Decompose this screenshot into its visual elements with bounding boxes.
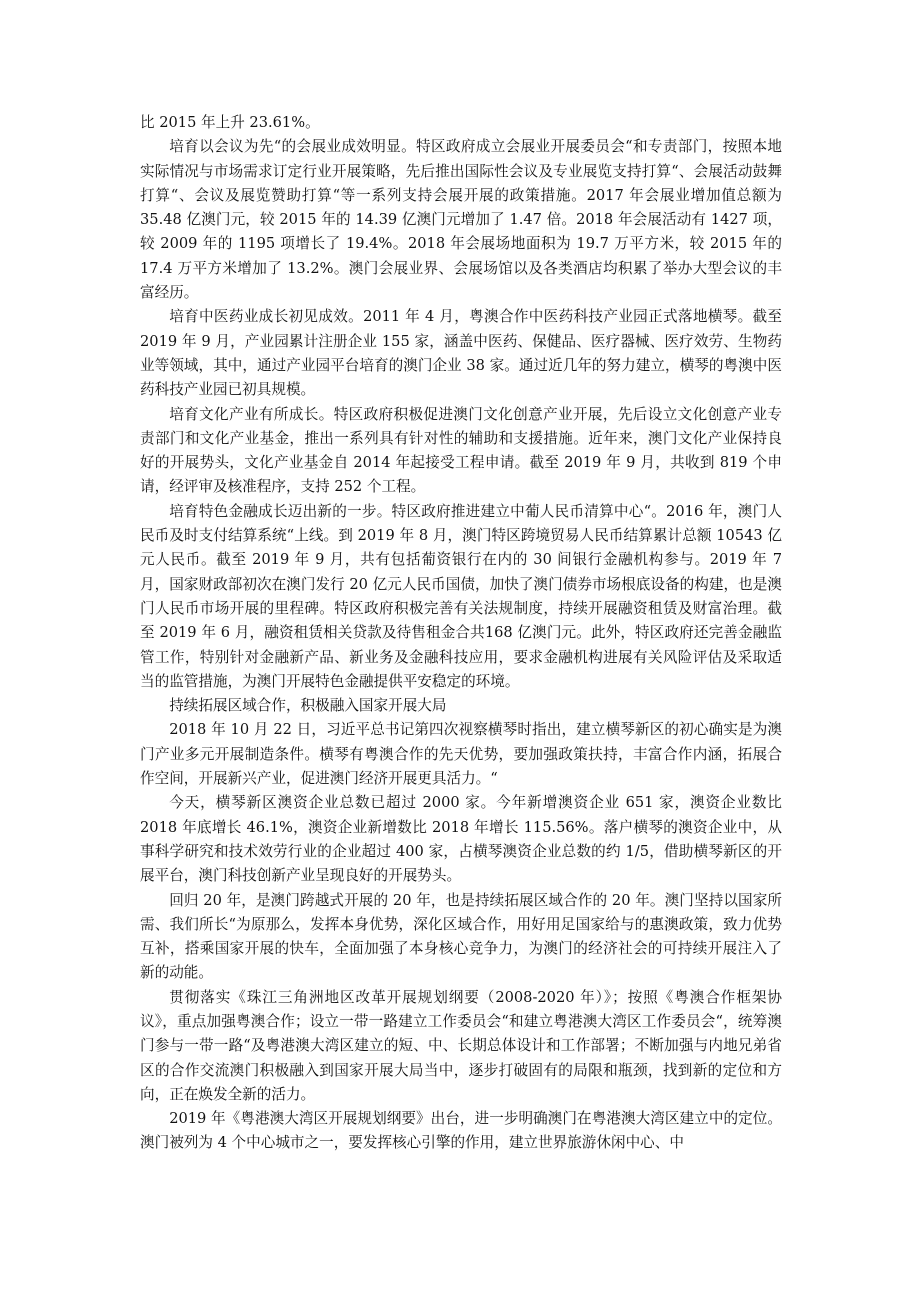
paragraph-1: 比 2015 年上升 23.61%。 — [140, 114, 320, 131]
paragraph-9: 回归 20 年，是澳门跨越式开展的 20 年，也是持续拓展区域合作的 20 年。澳门坚持以国家所需、我们所长“为原那么，发挥本身优势，深化区域合作，用好用足国家给与的惠澳政策，致力优势互补，搭乘国家开展的快车，全面加强了本身核心竞争力，为澳门的经济社会的可持续开展注入了新的动能。 — [140, 891, 782, 982]
paragraph-10: 贯彻落实《珠江三角洲地区改革开展规划纲要（2008-2020 年）》；按照《粤澳合作框架协议》，重点加强粤澳合作；设立一带一路建立工作委员会“和建立粤港澳大湾区工作委员会“，统筹澳门参与一带一路“及粤港澳大湾区建立的短、中、长期总体设计和工作部署；不断加强与内地兄弟省区的合作交流澳门积极融入到国家开展大局当中，逐步打破固有的局限和瓶颈，找到新的定位和方向，正在焕发全新的活力。 — [140, 988, 782, 1103]
paragraph-5: 培育特色金融成长迈出新的一步。特区政府推进建立中葡人民币清算中心“。2016 年，澳门人民币及时支付结算系统“上线。到 2019 年 8 月，澳门特区跨境贸易人民币结算累计总额 10543 亿元人民币。截至 2019 年 9 月，共有包括葡资银行在内的 30 间银行金融机构参与。2019 年 7 月，国家财政部初次在澳门发行 20 亿元人民币国债，加快了澳门债券市场根底设备的构建，也是澳门人民币市场开展的里程碑。特区政府积极完善有关法规制度，持续开展融资租赁及财富治理。截至 2019 年 6 月，融资租赁相关贷款及待售租金合共168 亿澳门元。此外，特区政府还完善金融监管工作，特别针对金融新产品、新业务及金融科技应用，要求金融机构进展有关风险评估及采取适当的监管措施，为澳门开展特色金融提供平安稳定的环境。 — [140, 502, 782, 690]
paragraph-3: 培育中医药业成长初见成效。2011 年 4 月，粤澳合作中医药科技产业园正式落地横琴。截至 2019 年 9 月，产业园累计注册企业 155 家，涵盖中医药、保健品、医疗器械、医疗效劳、生物药业等领域，其中，通过产业园平台培育的澳门企业 38 家。通过近几年的努力建立，横琴的粤澳中医药科技产业园已初具规模。 — [140, 308, 782, 399]
paragraph-7: 2018 年 10 月 22 日，习近平总书记第四次视察横琴时指出，建立横琴新区的初心确实是为澳门产业多元开展制造条件。横琴有粤澳合作的先天优势，要加强政策扶持，丰富合作内涵，拓展合作空间，开展新兴产业，促进澳门经济开展更具活力。“ — [140, 721, 782, 788]
paragraph-4: 培育文化产业有所成长。特区政府积极促进澳门文化创意产业开展，先后设立文化创意产业专责部门和文化产业基金，推出一系列具有针对性的辅助和支援措施。近年来，澳门文化产业保持良好的开展势头，文化产业基金自 2014 年起接受工程申请。截至 2019 年 9 月，共收到 819 个申请，经评审及核准程序，支持 252 个工程。 — [140, 405, 782, 496]
paragraph-8: 今天，横琴新区澳资企业总数已超过 2000 家。今年新增澳资企业 651 家，澳资企业数比 2018 年底增长 46.1%，澳资企业新增数比 2018 年增长 115.56%。落户横琴的澳资企业中，从事科学研究和技术效劳行业的企业超过 400 家，占横琴澳资企业总数的约 1/5，借助横琴新区的开展平台，澳门科技创新产业呈现良好的开展势头。 — [140, 794, 782, 885]
paragraph-11: 2019 年《粤港澳大湾区开展规划纲要》出台，进一步明确澳门在粤港澳大湾区建立中的定位。澳门被列为 4 个中心城市之一，要发挥核心引擎的作用，建立世界旅游休闲中心、中 — [140, 1110, 782, 1152]
document-page — [140, 111, 782, 1156]
section-heading: 持续拓展区域合作，积极融入国家开展大局 — [169, 697, 447, 715]
paragraph-2: 培育以会议为先“的会展业成效明显。特区政府成立会展业开展委员会“和专责部门，按照本地实际情况与市场需求订定行业开展策略，先后推出国际性会议及专业展览支持打算“、会展活动鼓舞打算“、会议及展览赞助打算“等一系列支持会展开展的政策措施。2017 年会展业增加值总额为 35.48 亿澳门元，较 2015 年的 14.39 亿澳门元增加了 1.47 倍。2018 年会展活动有 1427 项，较 2009 年的 1195 项增长了 19.4%。2018 年会展场地面积为 19.7 万平方米，较 2015 年的 17.4 万平方米增加了 13.2%。澳门会展业界、会展场馆以及各类酒店均积累了举办大型会议的丰富经历。 — [140, 138, 782, 302]
